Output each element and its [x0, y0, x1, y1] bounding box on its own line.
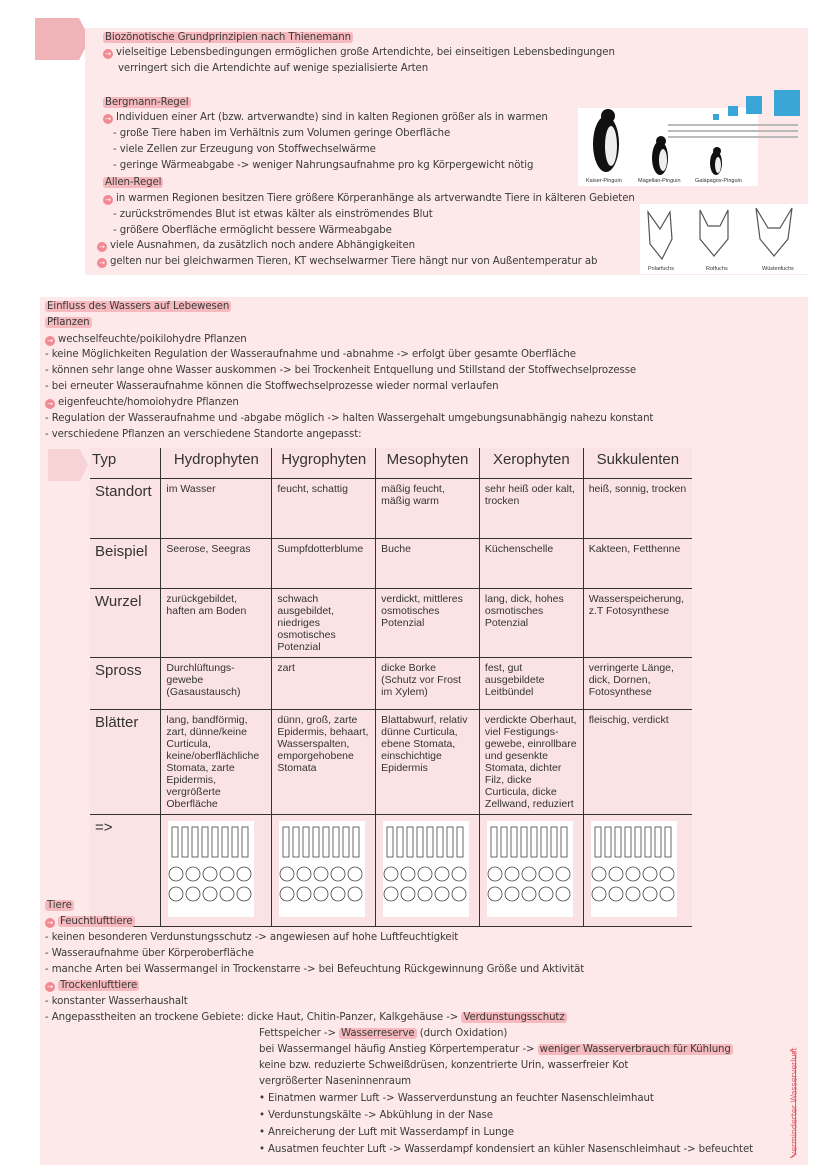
table-cell: verdickt, mittleres osmotisches Potenzial — [376, 588, 480, 657]
table-cell: feucht, schattig — [272, 478, 376, 538]
text-line: - zurückströmendes Blut ist etwas kälter als einströmendes Blut — [113, 209, 433, 220]
arrow-icon: → — [103, 114, 113, 124]
table-cell: Kakteen, Fetthenne — [583, 538, 692, 588]
row-label: Beispiel — [90, 538, 161, 588]
table-header-cell: Typ — [90, 448, 161, 478]
table-row — [90, 814, 692, 926]
table-cell: mäßig feucht, mäßig warm — [376, 478, 480, 538]
table-header-row — [90, 448, 692, 478]
table-row — [90, 478, 692, 538]
cross-section-image — [161, 814, 272, 926]
table-cell: schwach ausgebildet, niedriges osmotisches Potenzial — [272, 588, 376, 657]
heading-allen: Allen-Regel — [105, 177, 162, 188]
cross-section-image — [479, 814, 583, 926]
text-line: - Regulation der Wasseraufnahme und -abgabe möglich -> halten Wassergehalt umgebungsunabhängig nahezu konstant — [45, 413, 654, 424]
table-cell: heiß, sonnig, trocken — [583, 478, 692, 538]
text-line: - viele Zellen zur Erzeugung von Stoffwechselwärme — [113, 144, 376, 155]
table-header-cell: Sukkulenten — [583, 448, 692, 478]
table-cell: fleischig, verdickt — [583, 709, 692, 814]
text-line: → wechselfeuchte/poikilohydre Pflanzen — [45, 333, 247, 347]
text-line: - verschiedene Pflanzen an verschiedene Standorte angepasst: — [45, 429, 362, 440]
text-line: - große Tiere haben im Verhältnis zum Volumen geringe Oberfläche — [113, 128, 451, 139]
text-line: - bei erneuter Wasseraufnahme können die Stoffwechselprozesse wieder normal verlaufen — [45, 381, 499, 392]
text-line: - geringe Wärmeabgabe -> weniger Nahrungsaufnahme pro kg Körpergewicht nötig — [113, 160, 534, 171]
plant-types-table — [90, 448, 692, 927]
row-label: Blätter — [90, 709, 161, 814]
table-row — [90, 709, 692, 814]
text-line: - größere Oberfläche ermöglicht bessere Wärmeabgabe — [113, 225, 392, 236]
table-cell: Blattabwurf, relativ dünne Curticula, ebene Stomata, einschichtige Epidermis — [376, 709, 480, 814]
text-line: → Feuchtlufttiere — [45, 915, 135, 929]
text-line: - keinen besonderen Verdunstungsschutz -> angewiesen auf hohe Luftfeuchtigkeit — [45, 932, 459, 943]
text-line: Fettspeicher -> Wasserreserve (durch Oxidation) — [259, 1028, 508, 1039]
table-cell: zurückgebildet, haften am Boden — [161, 588, 272, 657]
side-note: verminderter Wasserverlust — [789, 1047, 799, 1157]
section-marker — [35, 18, 90, 60]
text-line: → gelten nur bei gleichwarmen Tieren, KT wechselwarmer Tiere hängt nur von Außentemperatur ab — [97, 255, 597, 269]
text-line: → vielseitige Lebensbedingungen ermöglichen große Artendichte, bei einseitigen Lebensbedingungen — [103, 46, 615, 60]
fox-label: Polarfuchs — [648, 266, 674, 272]
text-line: - manche Arten bei Wassermangel in Trockenstarre -> bei Befeuchtung Rückgewinnung Größe und Aktivität — [45, 964, 585, 975]
table-cell: lang, bandförmig, zart, dünne/keine Curticula, keine/oberflächliche Stomata, zarte Epidermis, vergrößerte Oberfläche — [161, 709, 272, 814]
fox-label: Wüstenfuchs — [762, 266, 794, 272]
heading-animals: Tiere — [47, 900, 72, 911]
row-label: Standort — [90, 478, 161, 538]
table-cell: Buche — [376, 538, 480, 588]
arrow-icon: → — [97, 242, 107, 252]
penguin-label: Magellan-Pinguin — [638, 178, 681, 184]
table-cell: Seerose, Seegras — [161, 538, 272, 588]
table-cell: dünn, groß, zarte Epidermis, behaart, Wasserspalten, emporgehobene Stomata — [272, 709, 376, 814]
text-line: → Trockenlufttiere — [45, 979, 139, 993]
fox-label: Rotfuchs — [706, 266, 728, 272]
arrow-icon: → — [45, 918, 55, 928]
heading-thienemann: Biozönotische Grundprinzipien nach Thienemann — [105, 32, 351, 43]
table-cell: Wasserspeicherung, z.T Fotosynthese — [583, 588, 692, 657]
table-cell: dicke Borke (Schutz vor Frost im Xylem) — [376, 657, 480, 709]
arrow-icon: → — [97, 258, 107, 268]
arrow-icon: → — [45, 336, 55, 346]
table-cell: fest, gut ausgebildete Leitbündel — [479, 657, 583, 709]
text-line: → Individuen einer Art (bzw. artverwandte) sind in kalten Regionen größer als in warmen — [103, 111, 548, 125]
table-cell: lang, dick, hohes osmotisches Potenzial — [479, 588, 583, 657]
cross-section-image — [583, 814, 692, 926]
text-line: • Ausatmen feuchter Luft -> Wasserdampf kondensiert an kühler Nasenschleimhaut -> befeuchtet — [259, 1144, 754, 1155]
text-line: - können sehr lange ohne Wasser auskommen -> bei Trockenheit Entquellung und Stillstand der Stoffwechselprozesse — [45, 365, 637, 376]
text-line: vergrößerter Naseninnenraum — [259, 1076, 412, 1087]
table-header-cell: Xerophyten — [479, 448, 583, 478]
table-cell: sehr heiß oder kalt, trocken — [479, 478, 583, 538]
table-header-cell: Mesophyten — [376, 448, 480, 478]
table-cell: verdickte Oberhaut, viel Festigungs-gewebe, einrollbare und gesenkte Stomata, dichter Filz, dicke Curticula, dicke Zellwand, reduziert — [479, 709, 583, 814]
text-line: • Anreicherung der Luft mit Wasserdampf in Lunge — [259, 1127, 514, 1138]
heading-bergmann: Bergmann-Regel — [105, 97, 189, 108]
text-line: keine bzw. reduzierte Schweißdrüsen, konzentrierte Urin, wasserfreier Kot — [259, 1060, 629, 1071]
fox-figure — [640, 204, 808, 274]
table-row — [90, 538, 692, 588]
table-cell: im Wasser — [161, 478, 272, 538]
penguin-label: Kaiser-Pinguin — [586, 178, 622, 184]
heading-water: Einfluss des Wassers auf Lebewesen — [47, 301, 230, 312]
table-cell: Sumpfdotterblume — [272, 538, 376, 588]
text-line: → viele Ausnahmen, da zusätzlich noch andere Abhängigkeiten — [97, 239, 415, 253]
text-line: → in warmen Regionen besitzen Tiere größere Körperanhänge als artverwandte Tiere in kälteren Gebieten — [103, 192, 635, 206]
table-header-cell: Hydrophyten — [161, 448, 272, 478]
table-cell: zart — [272, 657, 376, 709]
text-line: • Einatmen warmer Luft -> Wasserverdunstung an feuchter Nasenschleimhaut — [259, 1093, 654, 1104]
arrow-icon: → — [45, 399, 55, 409]
table-marker — [48, 449, 88, 481]
table-cell: Küchenschelle — [479, 538, 583, 588]
table-cell: verringerte Länge, dick, Dornen, Fotosynthese — [583, 657, 692, 709]
table-row — [90, 588, 692, 657]
row-label: Wurzel — [90, 588, 161, 657]
penguin-label: Galápagos-Pinguin — [695, 178, 742, 184]
text-line: • Verdunstungskälte -> Abkühlung in der Nase — [259, 1110, 493, 1121]
row-label: Spross — [90, 657, 161, 709]
text-line: bei Wassermangel häufig Anstieg Körpertemperatur -> weniger Wasserverbrauch für Kühlung — [259, 1044, 731, 1055]
text-line: - Wasseraufnahme über Körperoberfläche — [45, 948, 254, 959]
cross-section-image — [272, 814, 376, 926]
cross-section-image — [376, 814, 480, 926]
heading-plants: Pflanzen — [47, 317, 90, 328]
text-line: - keine Möglichkeiten Regulation der Wasseraufnahme und -abnahme -> erfolgt über gesamte Oberfläche — [45, 349, 576, 360]
text-line: → eigenfeuchte/homoiohydre Pflanzen — [45, 396, 239, 410]
arrow-icon: → — [103, 195, 113, 205]
text-line: - Angepasstheiten an trockene Gebiete: dicke Haut, Chitin-Panzer, Kalkgehäuse -> Verdunstungsschutz — [45, 1012, 565, 1023]
arrow-icon: → — [45, 982, 55, 992]
row-label: => — [90, 814, 161, 926]
table-header-cell: Hygrophyten — [272, 448, 376, 478]
text-line: - konstanter Wasserhaushalt — [45, 996, 188, 1007]
text-line: verringert sich die Artendichte auf wenige spezialisierte Arten — [118, 63, 429, 74]
penguin-cube-figure — [578, 86, 808, 186]
table-cell: Durchlüftungs-gewebe (Gasaustausch) — [161, 657, 272, 709]
arrow-icon: → — [103, 49, 113, 59]
table-row — [90, 657, 692, 709]
